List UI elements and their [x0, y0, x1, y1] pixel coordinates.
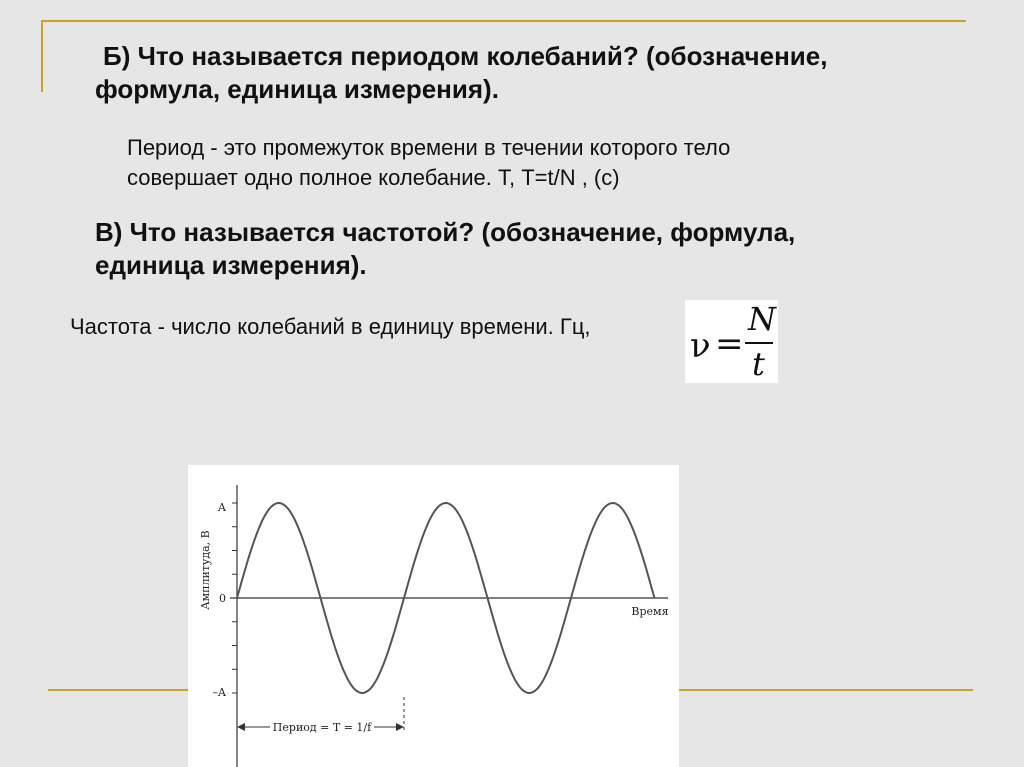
- x-axis-label: Время: [631, 605, 669, 618]
- period-arrow-head-right: [396, 723, 404, 731]
- decor-vertical-line: [41, 20, 43, 92]
- period-label: Период = T = 1/f: [272, 721, 372, 734]
- answer-frequency: Частота - число колебаний в единицу времени. Гц,: [70, 314, 591, 339]
- formula-denominator: t: [752, 345, 765, 383]
- period-arrow-head-left: [237, 723, 245, 731]
- oscillation-chart-svg: [188, 465, 679, 767]
- answer-period-line1: Период - это промежуток времени в течении которого тело: [127, 135, 731, 160]
- formula-equals: =: [715, 324, 744, 364]
- question-period-line1: Б) Что называется периодом колебаний? (обозначение,: [103, 41, 828, 71]
- y-tick-zero: 0: [219, 592, 226, 605]
- y-axis-label: Амплитуда, В: [199, 530, 212, 610]
- y-tick-top: A: [218, 501, 226, 514]
- question-frequency-line2: единица измерения).: [95, 250, 367, 280]
- oscillation-graph: [188, 465, 679, 767]
- y-tick-bottom: –A: [212, 686, 226, 699]
- question-period-line2: формула, единица измерения).: [95, 74, 499, 104]
- decor-bottom-line-right: [679, 689, 973, 691]
- frequency-formula: [685, 300, 778, 383]
- question-frequency-line1: В) Что называется частотой? (обозначение, формула,: [95, 217, 796, 247]
- decor-bottom-line-left: [48, 689, 188, 691]
- formula-nu: ν: [690, 326, 711, 366]
- decor-top-line: [41, 20, 966, 22]
- answer-period-line2: совершает одно полное колебание. Т, T=t/N , (с): [127, 165, 620, 190]
- formula-fraction-bar: [745, 342, 773, 344]
- formula-numerator: N: [748, 300, 776, 338]
